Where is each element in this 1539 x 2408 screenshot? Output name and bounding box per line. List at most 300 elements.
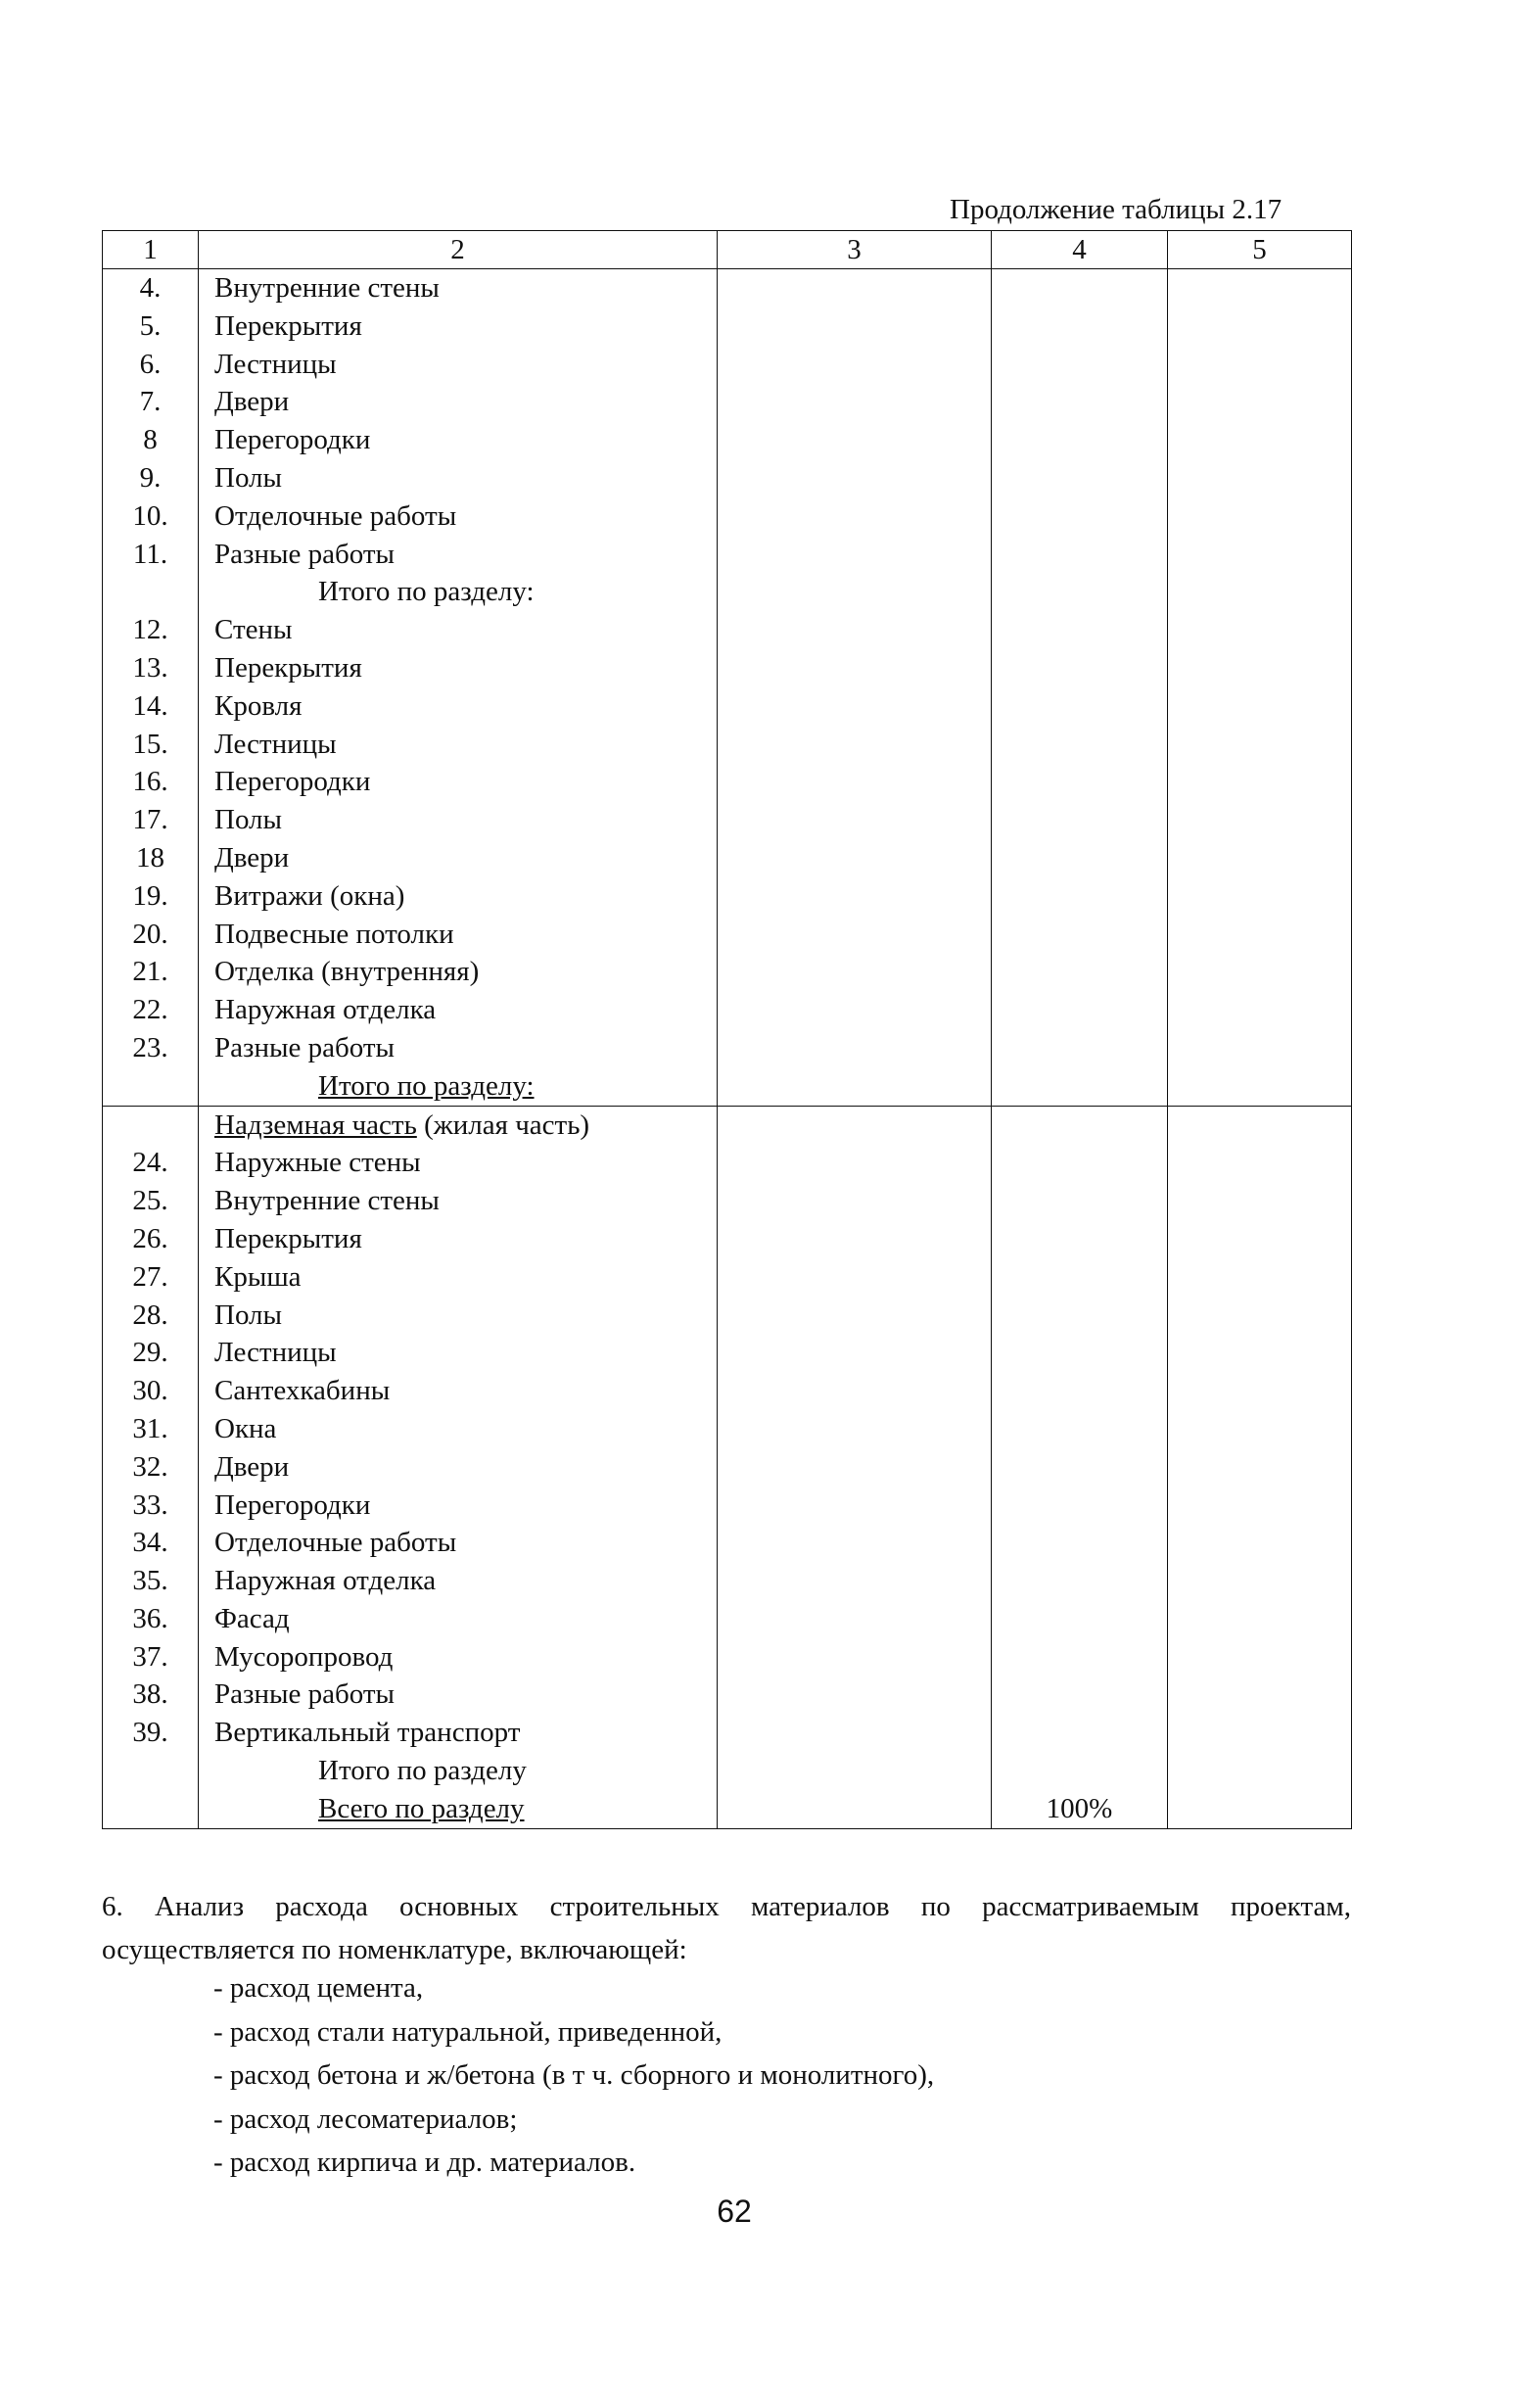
item-name [199, 497, 718, 536]
value-cell [718, 536, 992, 574]
value-cell [1168, 1487, 1352, 1525]
table-row [103, 649, 1352, 687]
cell-text: Разные работы [214, 1678, 395, 1711]
row-number: 17. [103, 801, 199, 839]
item-name [199, 1410, 718, 1448]
value-cell [992, 1410, 1168, 1448]
table-row [103, 1410, 1352, 1448]
cell-text: Лестницы [214, 728, 337, 760]
value-cell [718, 421, 992, 459]
section-heading-suffix: (жилая часть) [416, 1109, 590, 1141]
value-cell [1168, 611, 1352, 649]
table-row [103, 1448, 1352, 1487]
table-row [103, 1714, 1352, 1752]
value-cell [718, 269, 992, 307]
value-cell [1168, 763, 1352, 801]
row-number: 15. [103, 726, 199, 764]
value-cell [1168, 1676, 1352, 1714]
cell-text: Наружная отделка [214, 994, 437, 1026]
value-cell [718, 687, 992, 726]
value-cell [992, 611, 1168, 649]
cell-text: Отделочные работы [214, 1527, 457, 1559]
value-cell [992, 1638, 1168, 1676]
value-cell [1168, 1714, 1352, 1752]
value-cell [1168, 1334, 1352, 1372]
value-cell [992, 1106, 1168, 1144]
row-number: 32. [103, 1448, 199, 1487]
value-cell [992, 1144, 1168, 1182]
value-cell [992, 497, 1168, 536]
table-row [103, 916, 1352, 954]
value-cell [1168, 649, 1352, 687]
cell-text: Окна [214, 1412, 277, 1444]
table-row [103, 459, 1352, 497]
cell-text: Сантехкабины [214, 1375, 391, 1407]
value-cell [1168, 1220, 1352, 1258]
value-cell [1168, 1297, 1352, 1335]
item-name [199, 1258, 718, 1297]
value-cell [992, 1487, 1168, 1525]
value-cell [992, 916, 1168, 954]
value-cell [718, 1144, 992, 1182]
value-cell [1168, 1144, 1352, 1182]
table-row [103, 1562, 1352, 1600]
table-row [103, 1029, 1352, 1067]
value-cell [1168, 1448, 1352, 1487]
row-number: 38. [103, 1676, 199, 1714]
list-item: - расход стали натуральной, приведенной, [213, 2015, 723, 2048]
table-row [103, 421, 1352, 459]
cell-text: Двери [214, 386, 290, 418]
header-cell: 5 [1168, 231, 1352, 269]
value-cell [718, 801, 992, 839]
value-cell [718, 1790, 992, 1828]
row-number: 30. [103, 1372, 199, 1410]
value-cell [718, 611, 992, 649]
item-name [199, 1676, 718, 1714]
table-row [103, 1258, 1352, 1297]
item-name [199, 1448, 718, 1487]
cell-text: Полы [214, 461, 283, 494]
row-number: 21. [103, 953, 199, 991]
value-cell [1168, 1638, 1352, 1676]
row-number: 20. [103, 916, 199, 954]
row-number: 39. [103, 1714, 199, 1752]
value-cell [992, 536, 1168, 574]
table-row [103, 1297, 1352, 1335]
table-row [103, 1524, 1352, 1562]
value-cell [718, 1334, 992, 1372]
value-cell [992, 1029, 1168, 1067]
value-cell [718, 1487, 992, 1525]
value-cell [718, 1029, 992, 1067]
list-item: - расход кирпича и др. материалов. [213, 2147, 636, 2178]
table-header-row [103, 231, 1352, 269]
table-row [103, 346, 1352, 384]
value-cell [1168, 953, 1352, 991]
value-cell [718, 1220, 992, 1258]
row-number: 8 [103, 421, 199, 459]
value-cell [1168, 536, 1352, 574]
value-cell [1168, 877, 1352, 916]
item-name [199, 421, 718, 459]
value-cell [992, 1258, 1168, 1297]
cell-text: Полы [214, 1298, 283, 1331]
row-number [103, 1106, 199, 1144]
row-number [103, 1067, 199, 1106]
row-number: 28. [103, 1297, 199, 1335]
row-number [103, 573, 199, 611]
value-cell [718, 1258, 992, 1297]
cell-text: Перекрытия [214, 1222, 362, 1254]
item-name [199, 763, 718, 801]
materials-list [213, 1966, 934, 2185]
value-cell [718, 497, 992, 536]
value-cell [992, 1372, 1168, 1410]
row-number: 7. [103, 383, 199, 421]
subtotal-label [199, 573, 718, 611]
value-cell [992, 1448, 1168, 1487]
value-cell [718, 649, 992, 687]
item-name [199, 1524, 718, 1562]
table-row [103, 1220, 1352, 1258]
cell-text: Отделка (внутренняя) [214, 956, 480, 988]
item-name [199, 1334, 718, 1372]
cell-text: Подвесные потолки [214, 918, 454, 950]
table-row [103, 1182, 1352, 1220]
value-cell [1168, 839, 1352, 877]
value-cell [992, 1676, 1168, 1714]
value-cell [992, 307, 1168, 346]
cell-text: Лестницы [214, 348, 337, 380]
table-row [103, 687, 1352, 726]
value-cell [992, 269, 1168, 307]
value-cell [1168, 1410, 1352, 1448]
value-cell [1168, 801, 1352, 839]
value-cell [718, 1106, 992, 1144]
value-cell [718, 383, 992, 421]
section-heading [199, 1106, 718, 1144]
cell-text: Крыша [214, 1260, 302, 1293]
cell-text: Витражи (окна) [214, 879, 405, 912]
row-number: 6. [103, 346, 199, 384]
cell-text: Двери [214, 841, 290, 873]
value-cell [718, 1448, 992, 1487]
value-cell [992, 687, 1168, 726]
table-row [103, 1372, 1352, 1410]
row-number: 14. [103, 687, 199, 726]
row-number: 36. [103, 1600, 199, 1638]
item-name [199, 307, 718, 346]
table-row [103, 497, 1352, 536]
row-number: 33. [103, 1487, 199, 1525]
cell-text: Лестницы [214, 1337, 337, 1369]
value-cell [718, 839, 992, 877]
value-cell [718, 1714, 992, 1752]
value-cell [718, 459, 992, 497]
row-number [103, 1752, 199, 1790]
item-name [199, 1714, 718, 1752]
item-name [199, 877, 718, 916]
header-cell: 4 [992, 231, 1168, 269]
value-cell [992, 459, 1168, 497]
value-cell [1168, 687, 1352, 726]
item-name [199, 269, 718, 307]
value-cell [718, 726, 992, 764]
item-name [199, 839, 718, 877]
item-name [199, 1562, 718, 1600]
item-name [199, 1182, 718, 1220]
list-item: - расход цемента, [213, 1972, 424, 2004]
table-row [103, 726, 1352, 764]
cell-text: Наружная отделка [214, 1565, 437, 1597]
item-name [199, 649, 718, 687]
row-number: 24. [103, 1144, 199, 1182]
table-row [103, 1106, 1352, 1144]
table-row [103, 953, 1352, 991]
value-cell [992, 346, 1168, 384]
cell-text: Фасад [214, 1602, 290, 1634]
table-row [103, 1067, 1352, 1106]
item-name [199, 953, 718, 991]
value-cell [992, 1297, 1168, 1335]
value-cell [992, 1220, 1168, 1258]
cell-text: Полы [214, 804, 283, 836]
value-cell [718, 1182, 992, 1220]
item-name [199, 1487, 718, 1525]
table-row [103, 536, 1352, 574]
item-name [199, 346, 718, 384]
value-cell [1168, 916, 1352, 954]
value-cell [718, 1067, 992, 1106]
value-cell [718, 916, 992, 954]
item-name [199, 1372, 718, 1410]
value-cell [718, 346, 992, 384]
table-row [103, 573, 1352, 611]
row-number: 25. [103, 1182, 199, 1220]
value-cell [1168, 1600, 1352, 1638]
value-cell [718, 991, 992, 1029]
value-cell [1168, 573, 1352, 611]
value-cell [1168, 991, 1352, 1029]
cell-text: Перекрытия [214, 651, 362, 684]
value-cell [718, 307, 992, 346]
table-row [103, 1676, 1352, 1714]
item-name [199, 1220, 718, 1258]
value-cell [992, 1067, 1168, 1106]
table-row [103, 307, 1352, 346]
item-name [199, 1029, 718, 1067]
subtotal-label [199, 1067, 718, 1106]
value-cell [1168, 1562, 1352, 1600]
cell-text: Всего по разделу [318, 1792, 525, 1824]
value-cell [992, 1562, 1168, 1600]
value-cell [718, 1410, 992, 1448]
value-cell [992, 991, 1168, 1029]
header-cell: 3 [718, 231, 992, 269]
row-number: 9. [103, 459, 199, 497]
cell-text: Внутренние стены [214, 272, 440, 304]
value-cell [1168, 1372, 1352, 1410]
value-cell [1168, 726, 1352, 764]
table-row [103, 1600, 1352, 1638]
row-number: 27. [103, 1258, 199, 1297]
table-caption: Продолжение таблицы 2.17 [950, 194, 1282, 225]
row-number: 10. [103, 497, 199, 536]
table-row [103, 1752, 1352, 1790]
header-cell: 2 [199, 231, 718, 269]
value-cell [718, 573, 992, 611]
value-cell [992, 421, 1168, 459]
table-row [103, 611, 1352, 649]
value-cell [1168, 1524, 1352, 1562]
cell-text: Перекрытия [214, 309, 362, 342]
value-cell [718, 877, 992, 916]
value-cell [1168, 346, 1352, 384]
cell-text: Разные работы [214, 1031, 395, 1063]
value-cell [992, 953, 1168, 991]
value-cell [718, 1676, 992, 1714]
value-cell [1168, 1182, 1352, 1220]
value-cell [718, 1638, 992, 1676]
item-name [199, 916, 718, 954]
cell-text: Кровля [214, 689, 303, 722]
value-cell [718, 1600, 992, 1638]
value-cell [992, 726, 1168, 764]
row-number: 13. [103, 649, 199, 687]
value-cell [1168, 383, 1352, 421]
cell-text: Наружные стены [214, 1147, 421, 1179]
value-cell [718, 1297, 992, 1335]
table-row [103, 269, 1352, 307]
row-number: 19. [103, 877, 199, 916]
cell-text: Итого по разделу: [318, 1069, 535, 1102]
value-cell [992, 649, 1168, 687]
table-row [103, 877, 1352, 916]
item-name [199, 726, 718, 764]
page-number: 62 [717, 2194, 752, 2229]
value-cell [992, 1334, 1168, 1372]
item-name [199, 801, 718, 839]
item-name [199, 1297, 718, 1335]
value-cell [992, 1600, 1168, 1638]
materials-table [102, 230, 1352, 1829]
value-cell [1168, 421, 1352, 459]
value-cell [1168, 1752, 1352, 1790]
value-cell [1168, 307, 1352, 346]
value-cell [1168, 1106, 1352, 1144]
value-cell [1168, 1067, 1352, 1106]
row-number: 16. [103, 763, 199, 801]
cell-text: Разные работы [214, 538, 395, 570]
cell-text: Перегородки [214, 766, 371, 798]
value-cell [718, 1752, 992, 1790]
table-row [103, 1790, 1352, 1828]
value-cell [992, 1182, 1168, 1220]
value-cell [718, 763, 992, 801]
value-cell [992, 763, 1168, 801]
row-number: 12. [103, 611, 199, 649]
cell-text: Отделочные работы [214, 499, 457, 532]
cell-text: Итого по разделу: [318, 576, 535, 608]
table-row [103, 383, 1352, 421]
value-cell [992, 383, 1168, 421]
row-number [103, 1790, 199, 1828]
value-cell [992, 1752, 1168, 1790]
table-row [103, 1334, 1352, 1372]
item-name [199, 1638, 718, 1676]
value-cell [718, 1372, 992, 1410]
value-cell [718, 953, 992, 991]
section-heading-main: Надземная часть [214, 1109, 417, 1141]
value-cell [992, 877, 1168, 916]
value-cell [1168, 1029, 1352, 1067]
row-number: 5. [103, 307, 199, 346]
value-cell [992, 1524, 1168, 1562]
value-cell [718, 1562, 992, 1600]
item-name [199, 536, 718, 574]
row-number: 22. [103, 991, 199, 1029]
value-cell [718, 1524, 992, 1562]
row-number: 11. [103, 536, 199, 574]
table-row [103, 1487, 1352, 1525]
subtotal-label [199, 1752, 718, 1790]
cell-text: Перегородки [214, 1488, 371, 1521]
value-cell [1168, 269, 1352, 307]
header-cell: 1 [103, 231, 199, 269]
value-cell [992, 801, 1168, 839]
item-name [199, 383, 718, 421]
value-cell [1168, 497, 1352, 536]
row-number: 29. [103, 1334, 199, 1372]
row-number: 37. [103, 1638, 199, 1676]
table-row [103, 801, 1352, 839]
item-name [199, 1144, 718, 1182]
table-row [103, 1144, 1352, 1182]
row-number: 23. [103, 1029, 199, 1067]
cell-text: Двери [214, 1450, 290, 1483]
table-row [103, 839, 1352, 877]
value-cell [992, 839, 1168, 877]
cell-text: Итого по разделу [318, 1755, 527, 1787]
cell-text: Мусоропровод [214, 1640, 394, 1673]
row-number: 18 [103, 839, 199, 877]
cell-text: Вертикальный транспорт [214, 1717, 521, 1749]
analysis-paragraph: 6. Анализ расхода основных строительных материалов по рассматриваемым проектам, осуществляется по номенклатуре, включающей: [102, 1891, 1351, 1965]
item-name [199, 991, 718, 1029]
value-cell [992, 1714, 1168, 1752]
table-body [103, 269, 1352, 1829]
list-item: - расход лесоматериалов; [213, 2102, 518, 2135]
item-name [199, 1600, 718, 1638]
cell-text: Внутренние стены [214, 1185, 440, 1217]
subtotal-label [199, 1790, 718, 1828]
value-cell [992, 573, 1168, 611]
table-row [103, 1638, 1352, 1676]
value-cell [1168, 1790, 1352, 1828]
row-number: 4. [103, 269, 199, 307]
value-cell [1168, 1258, 1352, 1297]
row-number: 31. [103, 1410, 199, 1448]
item-name [199, 687, 718, 726]
value-cell [1168, 459, 1352, 497]
row-number: 34. [103, 1524, 199, 1562]
row-number: 26. [103, 1220, 199, 1258]
item-name [199, 611, 718, 649]
item-name [199, 459, 718, 497]
total-percent: 100% [992, 1790, 1168, 1828]
cell-text: Перегородки [214, 424, 371, 456]
